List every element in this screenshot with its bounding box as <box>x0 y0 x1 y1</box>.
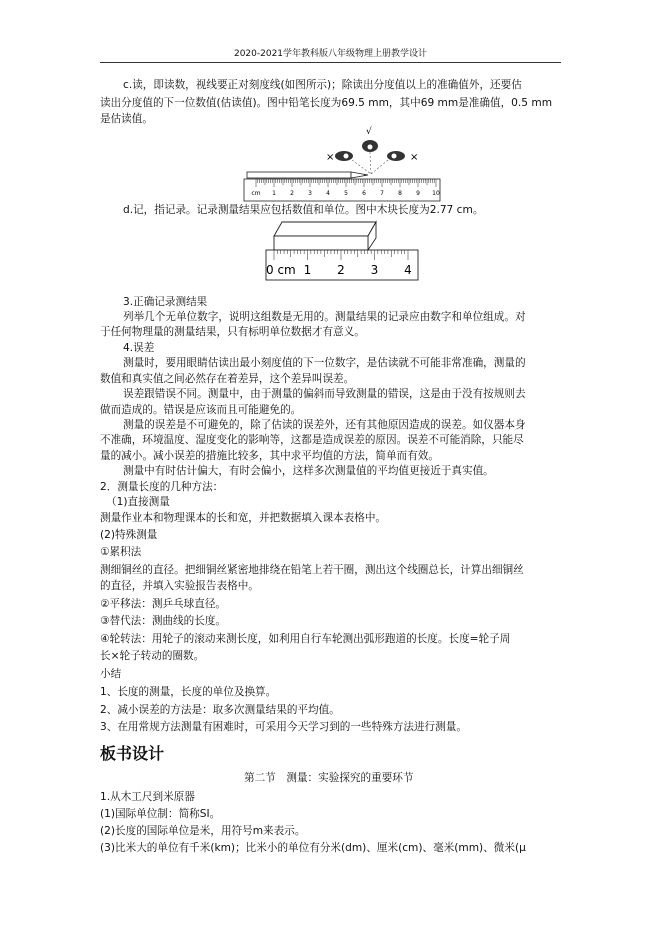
ruler-label: 7 <box>380 190 384 197</box>
ruler-label: 1 <box>303 263 312 277</box>
ruler-label: 9 <box>416 190 420 197</box>
text-line: 4.误差 <box>123 342 155 354</box>
ruler-label: 4 <box>326 190 330 197</box>
text-line: 列举几个无单位数字，说明这组数是无用的。测量结果的记录应由数字和单位组成。对 <box>123 311 526 323</box>
board-line: (1)国际单位制：简称SI。 <box>100 808 221 820</box>
board-line: 1.从木工尺到米原器 <box>100 791 195 803</box>
text-line: 数值和真实值之间必然存在着差异，这个差异叫误差。 <box>100 373 355 385</box>
text-line: 测量作业本和物理课本的长和宽，并把数据填入课本表格中。 <box>100 512 387 524</box>
wooden-block <box>274 222 376 250</box>
section-title: 板书设计 <box>100 744 165 763</box>
text-line: 长×轮子转动的圈数。 <box>100 650 205 662</box>
text-line: 1、长度的测量，长度的单位及换算。 <box>100 686 277 698</box>
ruler-label: 8 <box>398 190 402 197</box>
text-line: 是估读值。 <box>100 113 153 125</box>
text-line: 误差跟错误不同。测量中，由于测量的偏斜而导致测量的错误，这是由于没有按规则去 <box>123 388 526 400</box>
text-line: 于任何物理量的测量结果，只有标明单位数据才有意义。 <box>100 326 365 338</box>
ruler-label: 3 <box>370 263 379 277</box>
board-line: (3)比米大的单位有千米(km)；比米小的单位有分米(dm)、厘米(cm)、毫米(mm)、微米(μ <box>100 842 526 854</box>
ruler-label: cm <box>251 190 261 197</box>
text-line: 3.正确记录测结果 <box>123 296 208 308</box>
wrong-mark: × <box>410 152 419 163</box>
wrong-mark: × <box>326 152 335 163</box>
text-line: 不准确，环境温度、湿度变化的影响等，这都是造成误差的原因。误差不可能消除，只能尽 <box>100 434 524 446</box>
text-line: 测量时，要用眼睛估读出最小刻度值的下一位数字，是估读就不可能非常准确，测量的 <box>123 357 526 369</box>
ruler-label: 0 cm <box>266 263 296 277</box>
eye-icon-center <box>362 140 378 152</box>
text-line: 测细铜丝的直径。把细铜丝紧密地排绕在铅笔上若干圈，测出这个线圈总长，计算出细铜丝 <box>100 564 524 576</box>
text-line: 测量的误差是不可避免的，除了估读的误差外，还有其他原因造成的误差。如仪器本身 <box>123 419 526 431</box>
pencil <box>247 172 368 178</box>
text-line: 读出分度值的下一位数值(估读值)。图中铅笔长度为69.5 mm，其中69 mm是准确值，0.5 mm <box>100 97 553 109</box>
text-line: 测量中有时估计偏大，有时会偏小，这样多次测量值的平均值更接近于真实值。 <box>123 465 494 477</box>
page-header: 2020-2021学年教科版八年级物理上册教学设计 <box>100 46 561 63</box>
text-line: 做而造成的。错误是应该而且可能避免的。 <box>100 404 302 416</box>
text-line: c.读，即读数，视线要正对刻度线(如图所示)；除读出分度值以上的准确值外，还要估 <box>123 79 522 91</box>
pencil-ruler-figure <box>242 124 442 204</box>
block-ruler-figure <box>264 218 420 282</box>
text-line: ②平移法：测乒乓球直径。 <box>100 598 227 610</box>
text-line: ①累积法 <box>100 546 142 558</box>
ruler-label: 2 <box>290 190 294 197</box>
eye-icon-left <box>335 151 353 161</box>
text-line: 2．测量长度的几种方法： <box>100 481 224 493</box>
ruler-label: 10 <box>432 190 440 197</box>
text-line: 2、减小误差的方法是：取多次测量结果的平均值。 <box>100 704 340 716</box>
text-line: （1)直接测量 <box>106 496 170 508</box>
text-line: 量的减小。减小误差的措施比较多，其中求平均值的方法，简单而有效。 <box>100 450 439 462</box>
text-line: 小结 <box>100 668 122 680</box>
board-line: (2)长度的国际单位是米，用符号m来表示。 <box>100 825 306 837</box>
ruler-label: 2 <box>337 263 345 277</box>
ruler-label: 6 <box>362 190 366 197</box>
ruler-label: 4 <box>404 263 412 277</box>
text-line: (2)特殊测量 <box>100 529 158 541</box>
ruler-label: 3 <box>308 190 312 197</box>
board-subtitle: 第二节 测量：实验探究的重要环节 <box>244 772 414 784</box>
ruler-label: 1 <box>272 190 276 197</box>
text-line: 的直径，并填入实验报告表格中。 <box>100 580 259 592</box>
correct-mark: √ <box>366 127 372 137</box>
eye-icon-right <box>387 151 405 161</box>
ruler-label: 5 <box>344 190 348 197</box>
text-line: 3、在用常规方法测量有困难时，可采用今天学习到的一些特殊方法进行测量。 <box>100 721 467 733</box>
text-line: d.记，指记录。记录测量结果应包括数值和单位。图中木块长度为2.77 cm。 <box>123 204 484 216</box>
text-line: ④轮转法：用轮子的滚动来测长度，如利用自行车轮测出弧形跑道的长度。长度=轮子周 <box>100 633 511 645</box>
text-line: ③替代法：测曲线的长度。 <box>100 615 227 627</box>
